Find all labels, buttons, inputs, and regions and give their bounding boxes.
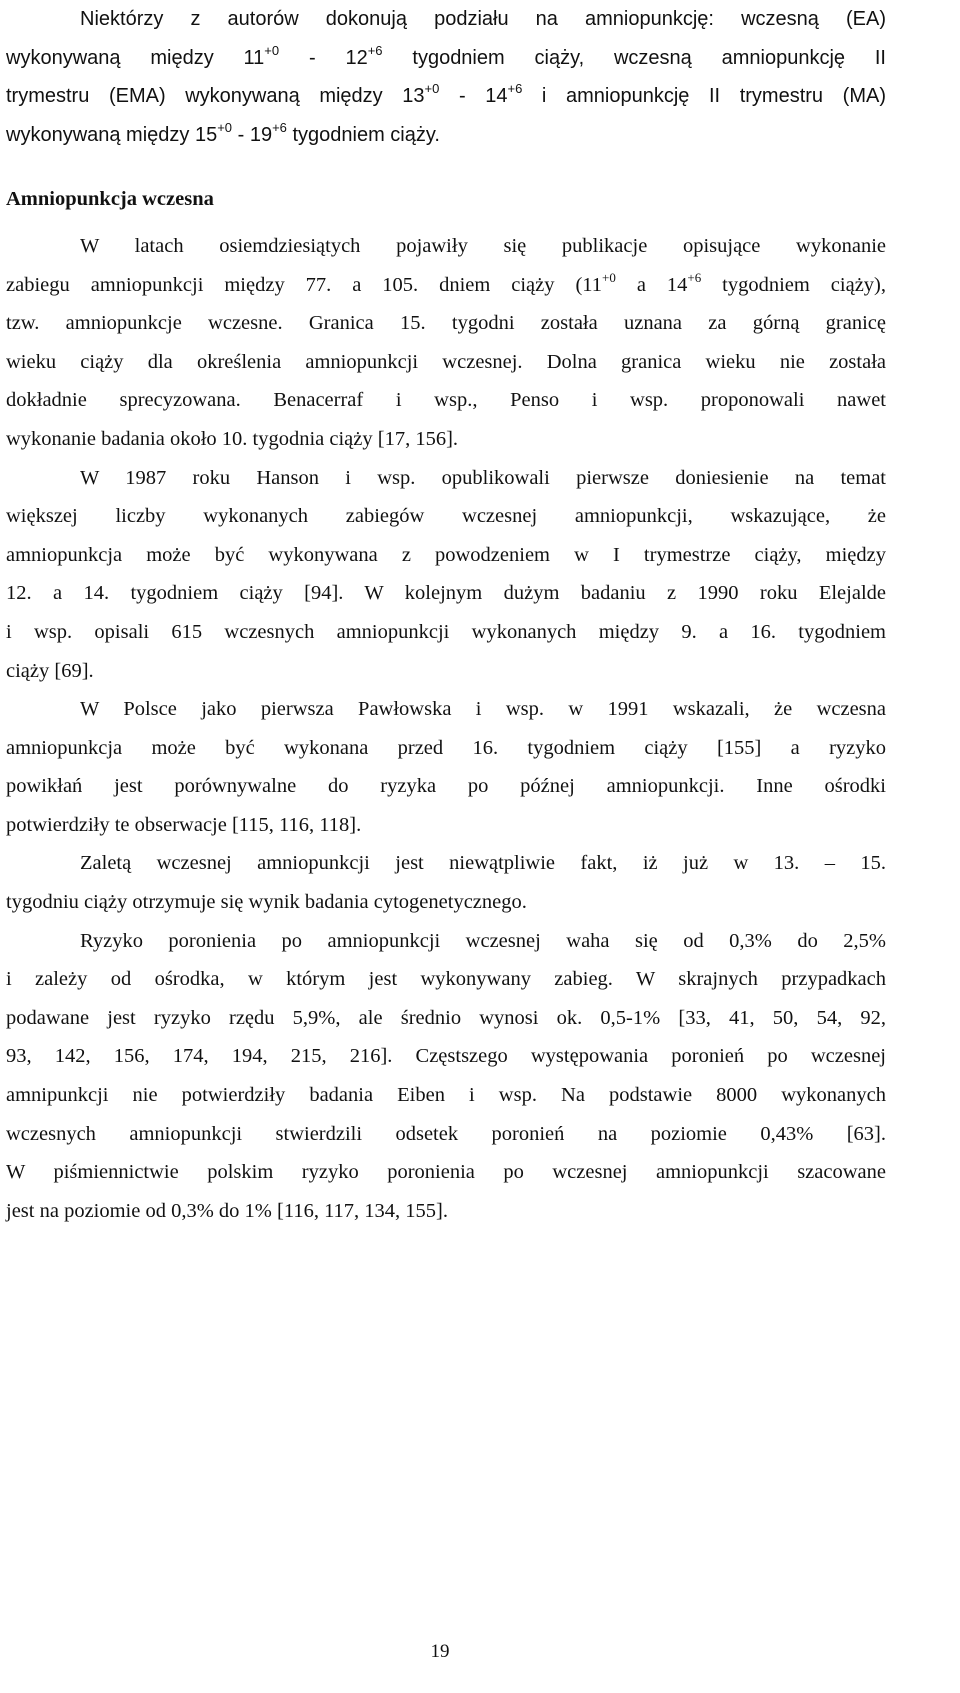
- text-line: dokładnie sprecyzowana. Benacerraf i wsp., Penso i wsp. proponowali nawet: [6, 389, 886, 412]
- text-line: potwierdziły te obserwacje [115, 116, 118].: [6, 813, 362, 836]
- page-number: 19: [430, 1641, 450, 1662]
- text-line: zabiegu amniopunkcji między 77. a 105. dniem ciąży ($11^{+0}$ a $14^{+6}$ tygodniem ciąży),: [6, 269, 886, 296]
- text-line: podawane jest ryzyko rzędu 5,9%, ale średnio wynosi ok. 0,5-1% [33, 41, 50, 54, 92,: [6, 1006, 886, 1029]
- text-line: wieku ciąży dla określenia amniopunkcji wczesnej. Dolna granica wieku nie została: [6, 350, 886, 373]
- text-line: wykonywaną między $15^{+0} - 19^{+6}$ tygodniem ciąży.: [6, 119, 440, 146]
- text-line: W latach osiemdziesiątych pojawiły się publikacje opisujące wykonanie: [80, 234, 886, 257]
- intro-paragraph: [6, 0, 886, 154]
- text-line: W Polsce jako pierwsza Pawłowska i wsp. w 1991 wskazali, że wczesna: [80, 698, 886, 721]
- text-line: Zaletą wczesnej amniopunkcji jest niewątpliwie fakt, iż już w 13. – 15.: [80, 852, 886, 875]
- paragraph-hanson: [6, 459, 886, 691]
- text-line: amniopunkcja może być wykonana przed 16. tygodniem ciąży [155] a ryzyko: [6, 736, 886, 759]
- text-line: i zależy od ośrodka, w którym jest wykonywany zabieg. W skrajnych przypadkach: [6, 968, 886, 991]
- paragraph-poland: [6, 690, 886, 844]
- text-line: amniopunkcja może być wykonywana z powodzeniem w I trymestrze ciąży, między: [6, 543, 886, 566]
- paragraph-early-publications: [6, 227, 886, 459]
- text-line: wykonywaną między $11^{+0} - 12^{+6}$ tygodniem ciąży, wczesną amniopunkcję II: [6, 42, 886, 69]
- paragraph-risk: [6, 922, 886, 1231]
- text-line: tygodniu ciąży otrzymuje się wynik badania cytogenetycznego.: [6, 891, 527, 914]
- text-line: jest na poziomie od 0,3% do 1% [116, 117, 134, 155].: [6, 1199, 449, 1222]
- text-line: trymestru (EMA) wykonywaną między $13^{+0} - 14^{+6}$ i amniopunkcję II trymestru (MA): [6, 81, 886, 108]
- text-line: większej liczby wykonanych zabiegów wczesnej amniopunkcji, wskazujące, że: [6, 505, 886, 528]
- text-line: amnipunkcji nie potwierdziły badania Eiben i wsp. Na podstawie 8000 wykonanych: [6, 1084, 886, 1107]
- text-line: 12. a 14. tygodniem ciąży [94]. W kolejnym dużym badaniu z 1990 roku Elejalde: [6, 582, 886, 605]
- text-line: ciąży [69].: [6, 659, 94, 682]
- text-line: Ryzyko poronienia po amniopunkcji wczesnej waha się od 0,3% do 2,5%: [80, 929, 886, 952]
- paragraph-advantage: [6, 844, 886, 921]
- text-line: wykonanie badania około 10. tygodnia ciąży [17, 156].: [6, 427, 459, 450]
- text-line: W 1987 roku Hanson i wsp. opublikowali pierwsze doniesienie na temat: [80, 466, 886, 489]
- text-line: i wsp. opisali 615 wczesnych amniopunkcji wykonanych między 9. a 16. tygodniem: [6, 620, 886, 643]
- text-line: W piśmiennictwie polskim ryzyko poronienia po wczesnej amniopunkcji szacowane: [6, 1161, 886, 1184]
- text-line: Niektórzy z autorów dokonują podziału na amniopunkcję: wczesną (EA): [80, 8, 886, 30]
- text-line: wczesnych amniopunkcji stwierdzili odsetek poronień na poziomie 0,43% [63].: [6, 1122, 886, 1145]
- text-line: 93, 142, 156, 174, 194, 215, 216]. Częstszego występowania poronień po wczesnej: [6, 1045, 886, 1068]
- text-line: tzw. amniopunkcje wczesne. Granica 15. tygodni została uznana za górną granicę: [6, 312, 886, 335]
- text-line: powikłań jest porównywalne do ryzyka po późnej amniopunkcji. Inne ośrodki: [6, 775, 886, 798]
- document-page: [6, 0, 886, 1230]
- section-heading: Amniopunkcja wczesna: [6, 188, 214, 211]
